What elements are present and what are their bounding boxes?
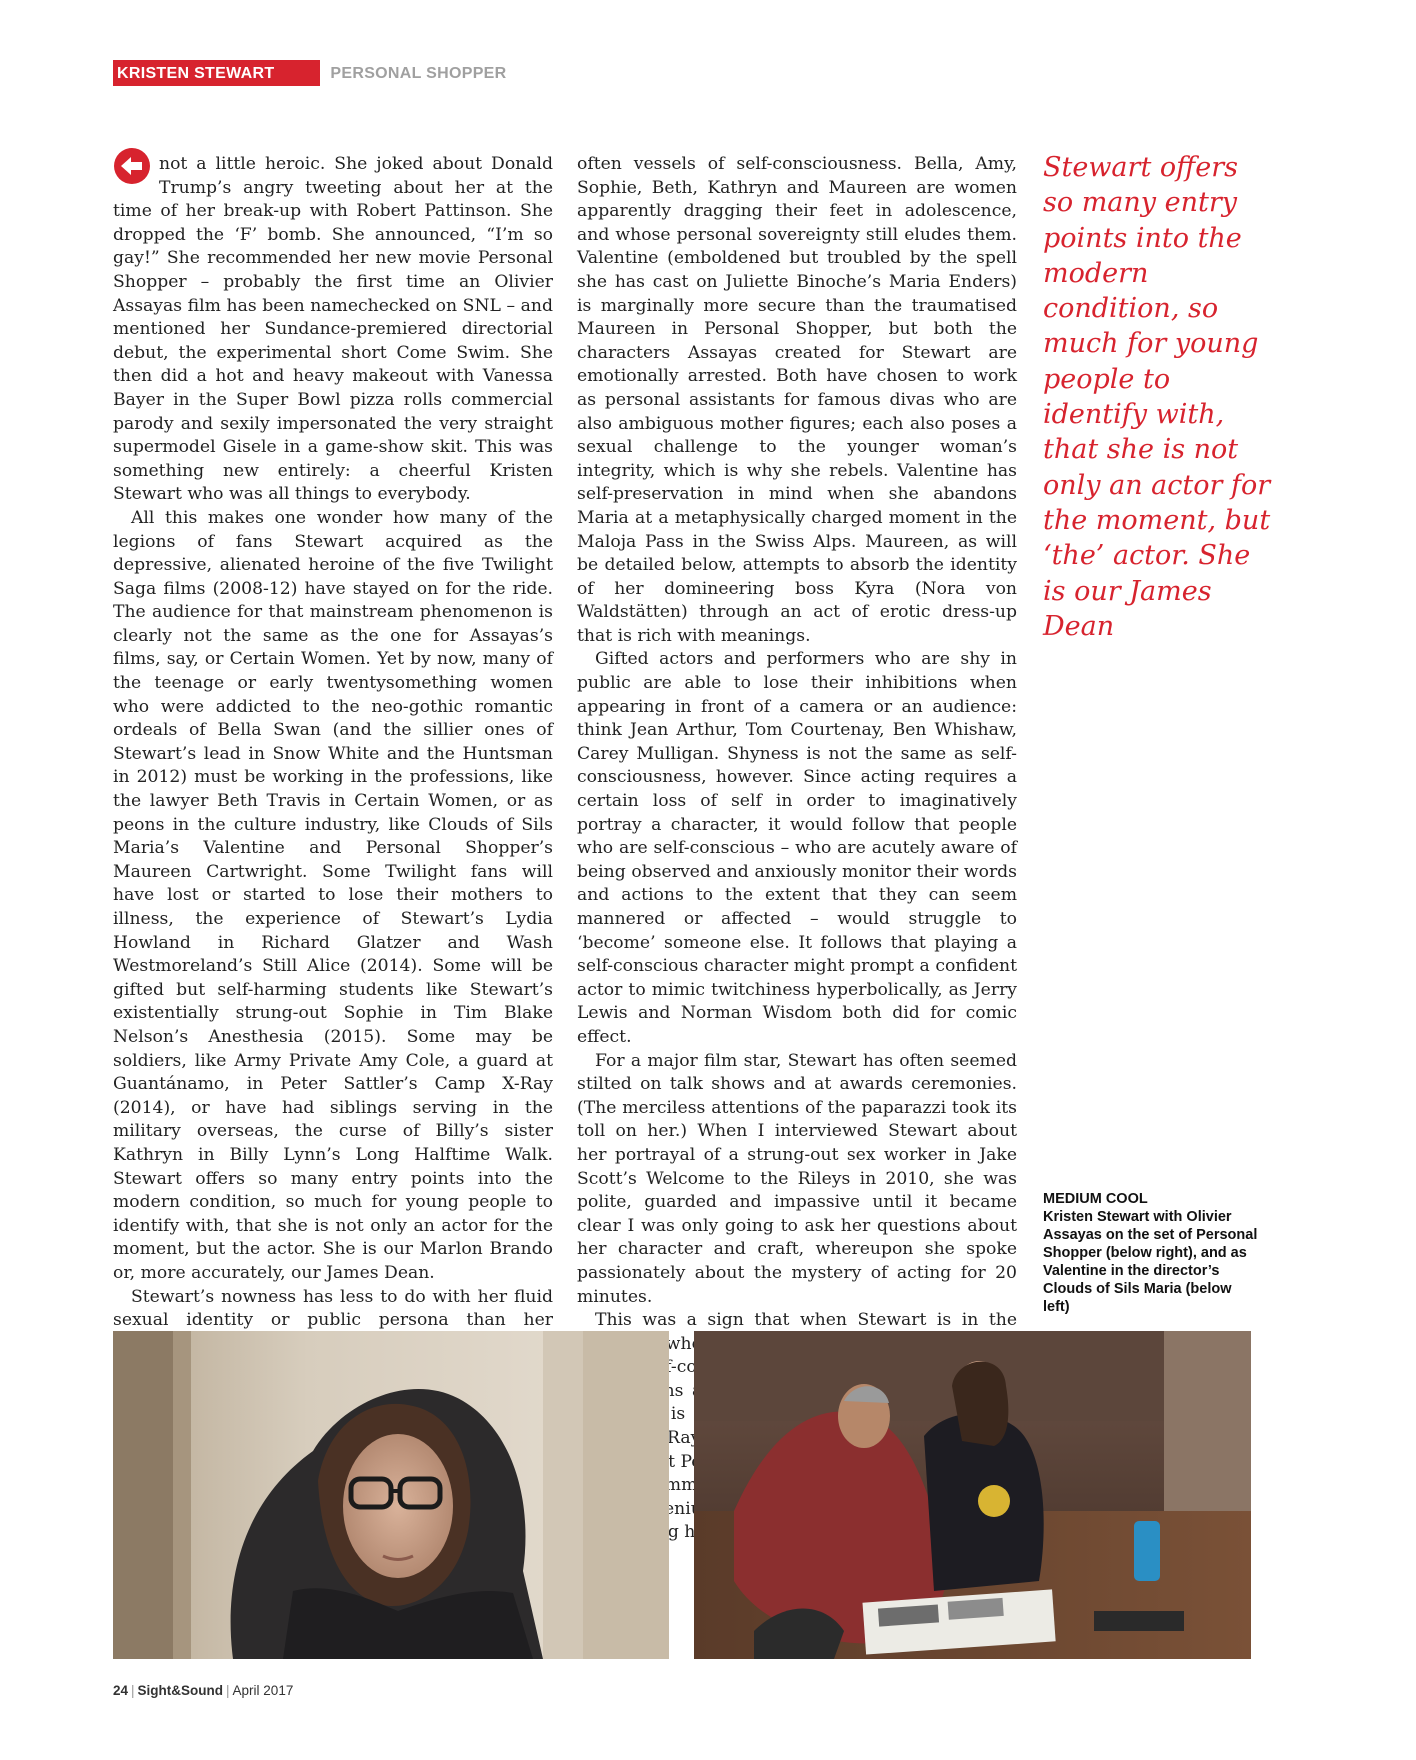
photo-caption <box>1043 1190 1258 1316</box>
paragraph: All this makes one wonder how many of the legions of fans Stewart acquired as the depressive, alienated heroine of the five Twilight Saga films (2008-12) have stayed on for the ride. The audience for that mainstream phenomenon is clearly not the same as the one for Assayas’s films, say, or Certain Women. Yet by now, many of the teenage or early twentysomething women who were addicted to the neo-gothic romantic ordeals of Bella Swan (and the sillier ones of Stewart’s lead in Snow White and the Huntsman in 2012) must be working in the professions, like the lawyer Beth Travis in Certain Women, or as peons in the culture industry, like Clouds of Sils Maria’s Valentine and Personal Shopper’s Maureen Cartwright. Some Twilight fans will have lost or started to lose their mothers to illness, the experience of Stewart’s Lydia Howland in Richard Glatzer and Wash Westmoreland’s Still Alice (2014). Some will be gifted but self-harming students like Stewart’s existentially strung-out Sophie in Tim Blake Nelson’s Anesthesia (2015). Some may be soldiers, like Army Private Amy Cole, a guard at Guantánamo, in Peter Sattler’s Camp X-Ray (2014), or have had siblings serving in the military overseas, the curse of Billy’s sister Kathryn in Billy Lynn’s Long Halftime Walk. Stewart offers so many entry points into the modern condition, so much for young people to identify with, that she is not only an actor for the moment, but the actor. She is our Marlon Brando or, more accurately, our James Dean. <box>113 507 553 1283</box>
paragraph-text: not a little heroic. She joked about Donald Trump’s angry tweeting about her at the time of her break-up with Robert Pattinson. She dropped the ‘F’ bomb. She announced, “I’m so gay!” She recommended her new movie Personal Shopper – probably the first time an Olivier Assayas film has been namechecked on SNL – and mentioned her Sundance-premiered directorial debut, the experimental short Come Swim. She then did a hot and heavy makeout with Vanessa Bayer in the Super Bowl pizza rolls commercial parody and sexily impersonated the very straight supermodel Gisele in a game-show skit. This was something new entirely: a cheerful Kristen Stewart who was all things to everybody. <box>113 154 553 505</box>
back-arrow-icon <box>113 147 151 185</box>
photo-illustration <box>694 1331 1251 1659</box>
paragraph: This was a sign that when Stewart is in the when is X-Ray; <box>595 1310 1017 1449</box>
article-title-label: PERSONAL SHOPPER <box>330 64 507 82</box>
section-label: KRISTEN STEWART <box>113 60 320 86</box>
paragraph <box>113 153 553 507</box>
page-header <box>113 60 507 86</box>
pull-quote: Stewart offers so many entry points into the modern condition, so much for young people to identify with, that she is not only an actor for the moment, but ‘the’ actor. She is our James Dean <box>1043 152 1271 642</box>
page-footer: 24 | Sight&Sound | April 2017 <box>113 1683 294 1698</box>
paragraph: Gifted actors and performers who are shy in public are able to lose their inhibitions when appearing in front of a camera or an audience: think Jean Arthur, Tom Courtenay, Ben Whishaw, Carey Mulligan. Shyness is not the same as self-consciousness, however. Since acting requires a certain loss of self in order to imaginatively portray a character, it would follow that people who are self-conscious – who are acutely aware of being observed and anxiously monitor their words and actions to the extent that they can seem mannered or affected – would struggle to ‘become’ someone else. It follows that playing a self-conscious character might prompt a confident actor to mimic twitchiness hyperbolically, as Jerry Lewis and Norman Wisdom both did for comic effect. <box>577 649 1017 1047</box>
paragraph: Stewart’s nowness has less to do with her fluid sexual identity or public persona than her <box>113 1286 553 1331</box>
photo-stewart-with-assayas <box>694 1331 1251 1659</box>
caption-title: MEDIUM COOL <box>1043 1191 1148 1207</box>
paragraph: consummate genius, <box>613 1475 725 1519</box>
page-number: 24 <box>113 1683 129 1698</box>
magazine-name: Sight&Sound <box>137 1683 224 1698</box>
photo-illustration <box>113 1331 669 1659</box>
paragraph: For a major film star, Stewart has often seemed stilted on talk shows and at awards ceremonies. (The merciless attentions of the paparazzi took its toll on her.) When I interviewed Stewart about her portrayal of a strung-out sex worker in Jake Scott’s Welcome to the Rileys in 2010, she was polite, guarded and impassive until it became clear I was only going to ask her questions about her character and craft, whereupon she spoke passionately about the mystery of acting for 20 minutes. <box>577 1050 1017 1307</box>
photo-stewart-in-hood <box>113 1331 669 1659</box>
caption-text: Kristen Stewart with Olivier Assayas on the set of Personal Shopper (below right), and as Valentine in the director’s Clouds of Sils Maria (below left) <box>1043 1209 1258 1315</box>
paragraph: often vessels of self-consciousness. Bella, Amy, Sophie, Beth, Kathryn and Maureen are women apparently dragging their feet in adolescence, and whose personal sovereignty still eludes them. Valentine (emboldened but troubled by the spell she has cast on Juliette Binoche’s Maria Enders) is marginally more secure than the traumatised Maureen in Personal Shopper, but both the characters Assayas created for Stewart are emotionally arrested. Both have chosen to work as personal assistants for famous divas who are also ambiguous mother figures; each also poses a sexual challenge to the younger woman’s integrity, which is why she rebels. Valentine has self-preservation in mind when she abandons Maria at a metaphysically charged moment in the Maloja Pass in the Swiss Alps. Maureen, as will be detailed below, attempts to absorb the identity of her domineering boss Kyra (Nora von Waldstätten) through an act of erotic dress-up that is rich with meanings. <box>577 154 1017 646</box>
issue-date: April 2017 <box>232 1683 294 1698</box>
